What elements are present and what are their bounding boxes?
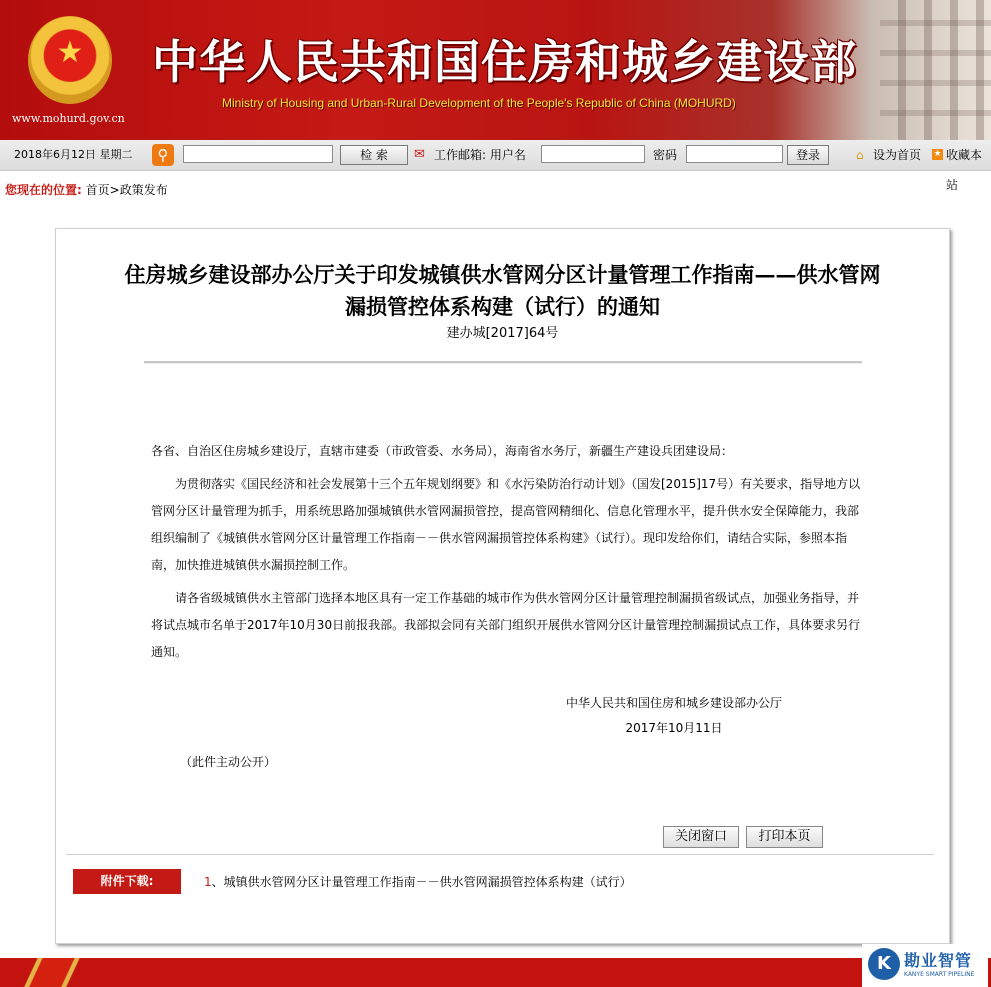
salutation: 各省、自治区住房城乡建设厅，直辖市建委（市政管委、水务局），海南省水务厅，新疆生产建设兵团建设局：: [151, 444, 734, 458]
print-page-button[interactable]: 打印本页: [746, 826, 823, 848]
logo-text: 勘业智管: [904, 951, 973, 970]
favorite-link[interactable]: 收藏本站: [946, 148, 983, 192]
bookmark-icon: ★: [933, 149, 942, 159]
breadcrumb-separator: >: [109, 183, 120, 197]
title-divider: [144, 361, 862, 363]
home-icon: ⌂: [856, 148, 864, 162]
flag-decoration: [0, 958, 110, 987]
document-title-line1: 住房城乡建设部办公厅关于印发城镇供水管网分区计量管理工作指南——供水管网: [124, 262, 881, 287]
search-icon[interactable]: ⚲: [152, 144, 174, 166]
current-date: 2018年6月12日 星期二: [14, 148, 133, 161]
attachment-label: 附件下载:: [73, 869, 181, 894]
login-button[interactable]: 登录: [787, 145, 829, 165]
username-input[interactable]: [541, 145, 645, 163]
watermark-logo: [862, 944, 988, 987]
site-url: www.mohurd.gov.cn: [12, 112, 125, 125]
national-emblem-icon: ★: [28, 16, 112, 104]
search-input[interactable]: [183, 145, 333, 163]
close-window-button[interactable]: 关闭窗口: [663, 826, 739, 848]
body-paragraph-2: 请各省级城镇供水主管部门选择本地区具有一定工作基础的城市作为供水管网分区计量管理控制漏损省级试点，加强业务指导，并将试点城市名单于2017年10月30日前报我部。我部拟会同有关部门组织开展供水管网分区计量管理控制漏损试点工作，具体要求另行通知。: [151, 591, 861, 659]
password-input[interactable]: [686, 145, 783, 163]
document-number: 建办城[2017]64号: [446, 326, 559, 341]
site-title: 中华人民共和国住房和城乡建设部: [152, 35, 857, 89]
attachment-name: 、城镇供水管网分区计量管理工作指南－－供水管网漏损管控体系构建（试行）: [211, 875, 632, 889]
breadcrumb-current-link[interactable]: 政策发布: [119, 183, 168, 197]
breadcrumb-home-link[interactable]: 首页: [85, 183, 110, 197]
set-home-link[interactable]: 设为首页: [873, 148, 922, 162]
document-card: [55, 228, 950, 944]
document-title: [56, 259, 949, 323]
page-footer: [0, 951, 991, 987]
search-button[interactable]: 检 索: [340, 145, 408, 165]
logo-subtext: KANYE SMART PIPELINE: [904, 971, 975, 978]
building-photo: [880, 0, 991, 140]
signature-block: [561, 691, 787, 741]
disclosure-note: （此件主动公开）: [180, 755, 277, 769]
mail-username-label: 工作邮箱: 用户名: [434, 148, 526, 162]
signer-name: 中华人民共和国住房和城乡建设部办公厅: [565, 696, 782, 710]
document-body: [151, 438, 861, 672]
document-title-line2: 漏损管控体系构建（试行）的通知: [345, 294, 660, 319]
mail-icon: ✉: [414, 147, 425, 162]
breadcrumb-prefix: 您现在的位置:: [5, 183, 82, 197]
attachment-number: 1: [204, 875, 212, 889]
password-label: 密码: [653, 148, 678, 162]
logo-icon: K: [868, 948, 900, 980]
site-banner: [0, 0, 991, 140]
sign-date: 2017年10月11日: [625, 721, 723, 735]
breadcrumb: [5, 181, 168, 198]
site-subtitle: Ministry of Housing and Urban-Rural Development of the People's Republic of China (MOHURD): [222, 96, 736, 110]
attachment-link[interactable]: [204, 873, 632, 890]
body-paragraph-1: 为贯彻落实《国民经济和社会发展第十三个五年规划纲要》和《水污染防治行动计划》（国发[2015]17号）有关要求，指导地方以管网分区计量管理为抓手，用系统思路加强城镇供水管网漏损管控，提高管网精细化、信息化管理水平，提升供水安全保障能力，我部组织编制了《城镇供水管网分区计量管理工作指南－－供水管网漏损管控体系构建》（试行）。现印发给你们，请结合实际，参照本指南，加快推进城镇供水漏损控制工作。: [151, 477, 861, 572]
attachment-divider: [66, 854, 934, 855]
